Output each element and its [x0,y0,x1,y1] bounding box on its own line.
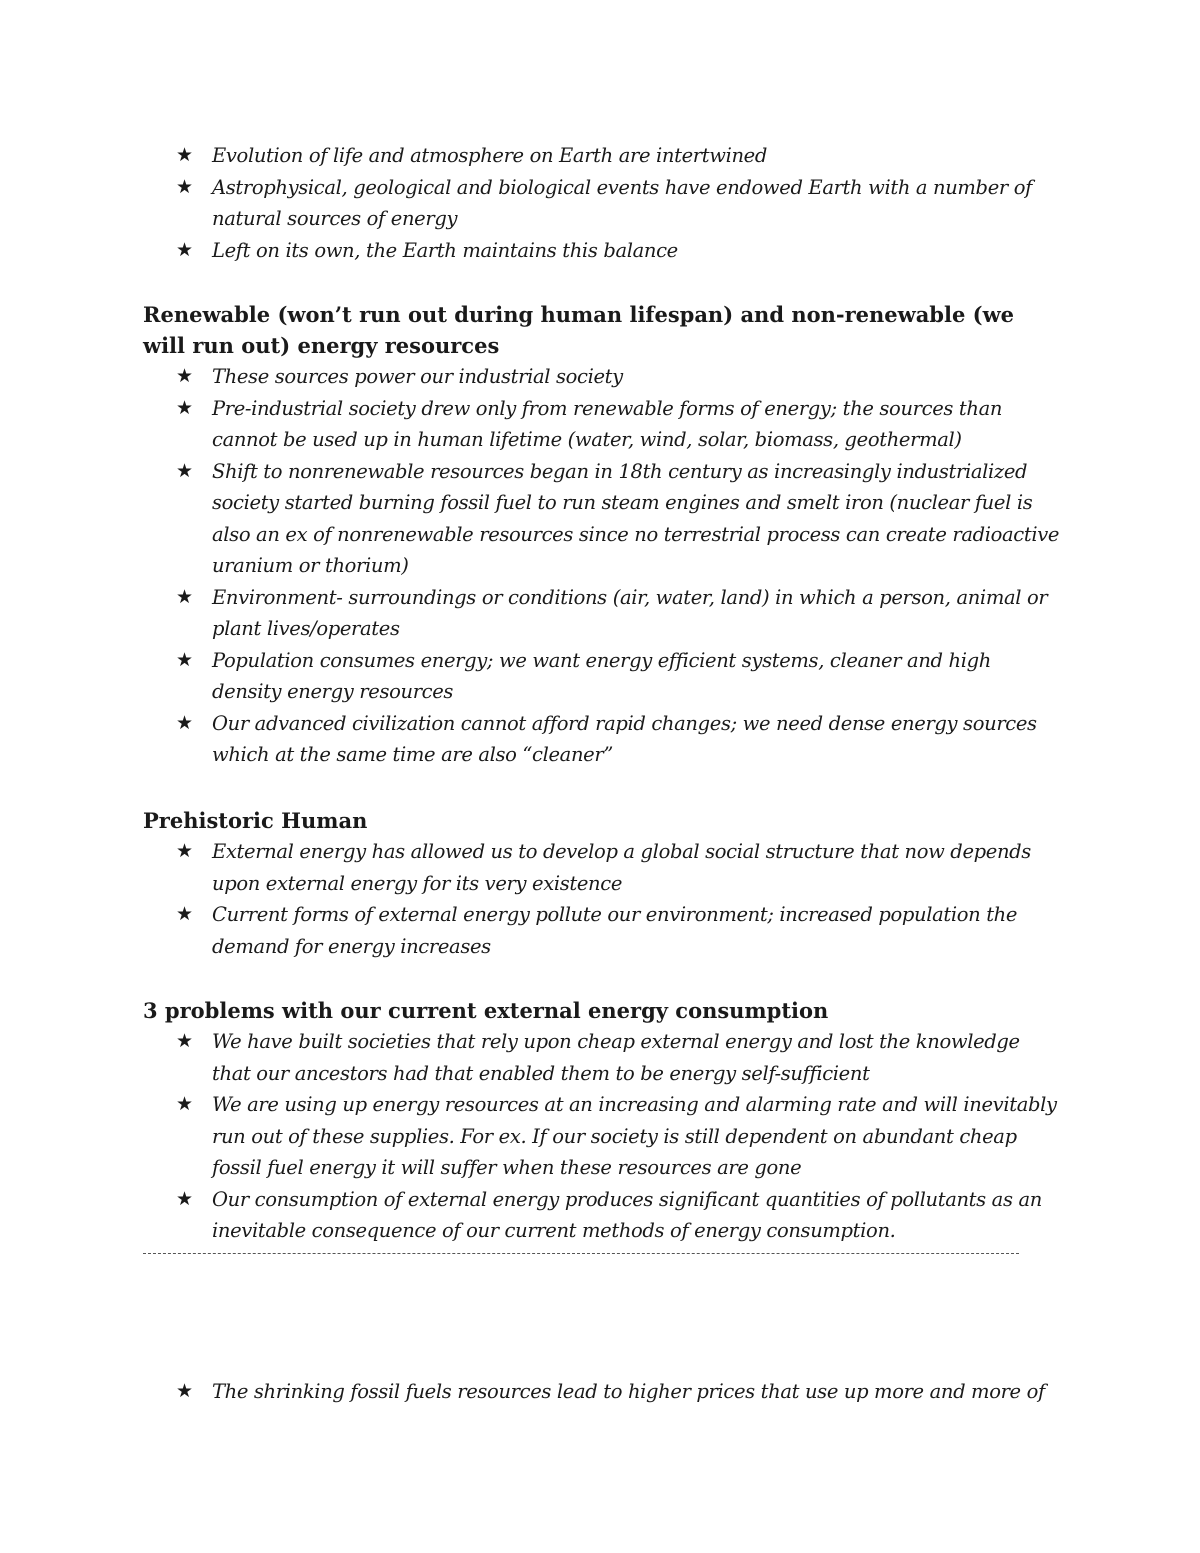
bullet-list [143,1376,1063,1408]
list-item: ★ We have built societies that rely upon cheap external energy and lost the knowledge that our ancestors had that enabled them to be energy self-sufficient [143,1026,1063,1089]
problems-section [143,995,1063,1247]
star-bullet-icon: ★ [176,144,193,166]
renewable-section [143,299,1063,771]
star-bullet-icon: ★ [176,903,193,925]
list-item: ★ Left on its own, the Earth maintains this balance [143,235,1063,267]
star-bullet-icon: ★ [176,648,193,671]
list-item: ★ The shrinking fossil fuels resources lead to higher prices that use up more and more of [143,1376,1063,1408]
star-bullet-icon: ★ [176,396,193,419]
list-item: ★ Shift to nonrenewable resources began in 18th century as increasingly industrialized society started burning fossil fuel to run steam engines and smelt iron (nuclear fuel is also an ex of nonrenewable resources since no terrestrial process can create radioactive uranium or thorium) [143,456,1063,582]
list-item: ★ We are using up energy resources at an increasing and alarming rate and will inevitably run out of these supplies. For ex. If our society is still dependent on abundant cheap fossil fuel energy it will suffer when these resources are gone [143,1089,1063,1184]
star-bullet-icon: ★ [176,175,193,198]
star-bullet-icon: ★ [176,1093,193,1115]
prehistoric-section [143,805,1063,962]
section-heading: Renewable (won’t run out during human lifespan) and non-renewable (we will run out) energy resources [143,302,1015,358]
star-bullet-icon: ★ [176,238,193,261]
star-bullet-icon: ★ [176,1380,193,1402]
star-bullet-icon: ★ [176,459,193,482]
star-bullet-icon: ★ [176,1030,193,1052]
dashed-divider [143,1253,1019,1254]
list-item: ★ Astrophysical, geological and biological events have endowed Earth with a number of natural sources of energy [143,172,1063,235]
list-item: ★ Environment- surroundings or conditions (air, water, land) in which a person, animal or plant lives/operates [143,582,1063,645]
list-item: ★ Our consumption of external energy produces significant quantities of pollutants as an inevitable consequence of our current methods of energy consumption. [143,1184,1063,1247]
list-item: ★ Population consumes energy; we want energy efficient systems, cleaner and high density energy resources [143,645,1063,708]
star-bullet-icon: ★ [176,365,193,387]
bullet-list [143,1026,1063,1247]
star-bullet-icon: ★ [176,840,193,862]
list-item: ★ Evolution of life and atmosphere on Earth are intertwined [143,140,1063,172]
list-item: ★ Our advanced civilization cannot afford rapid changes; we need dense energy sources which at the same time are also “cleaner” [143,708,1063,771]
section-heading: 3 problems with our current external energy consumption [143,998,829,1023]
list-item: ★ External energy has allowed us to develop a global social structure that now depends upon external energy for its very existence [143,836,1063,899]
bullet-list [143,140,1063,266]
bullet-list [143,836,1063,962]
bullet-list [143,361,1063,771]
section-heading: Prehistoric Human [143,808,368,833]
list-item: ★ Current forms of external energy pollute our environment; increased population the demand for energy increases [143,899,1063,962]
star-bullet-icon: ★ [176,711,193,734]
list-item: ★ Pre-industrial society drew only from renewable forms of energy; the sources than cannot be used up in human lifetime (water, wind, solar, biomass, geothermal) [143,393,1063,456]
intro-section [143,140,1063,266]
star-bullet-icon: ★ [176,585,193,608]
list-item: ★ These sources power our industrial society [143,361,1063,393]
trailing-section [143,1376,1063,1408]
star-bullet-icon: ★ [176,1187,193,1210]
